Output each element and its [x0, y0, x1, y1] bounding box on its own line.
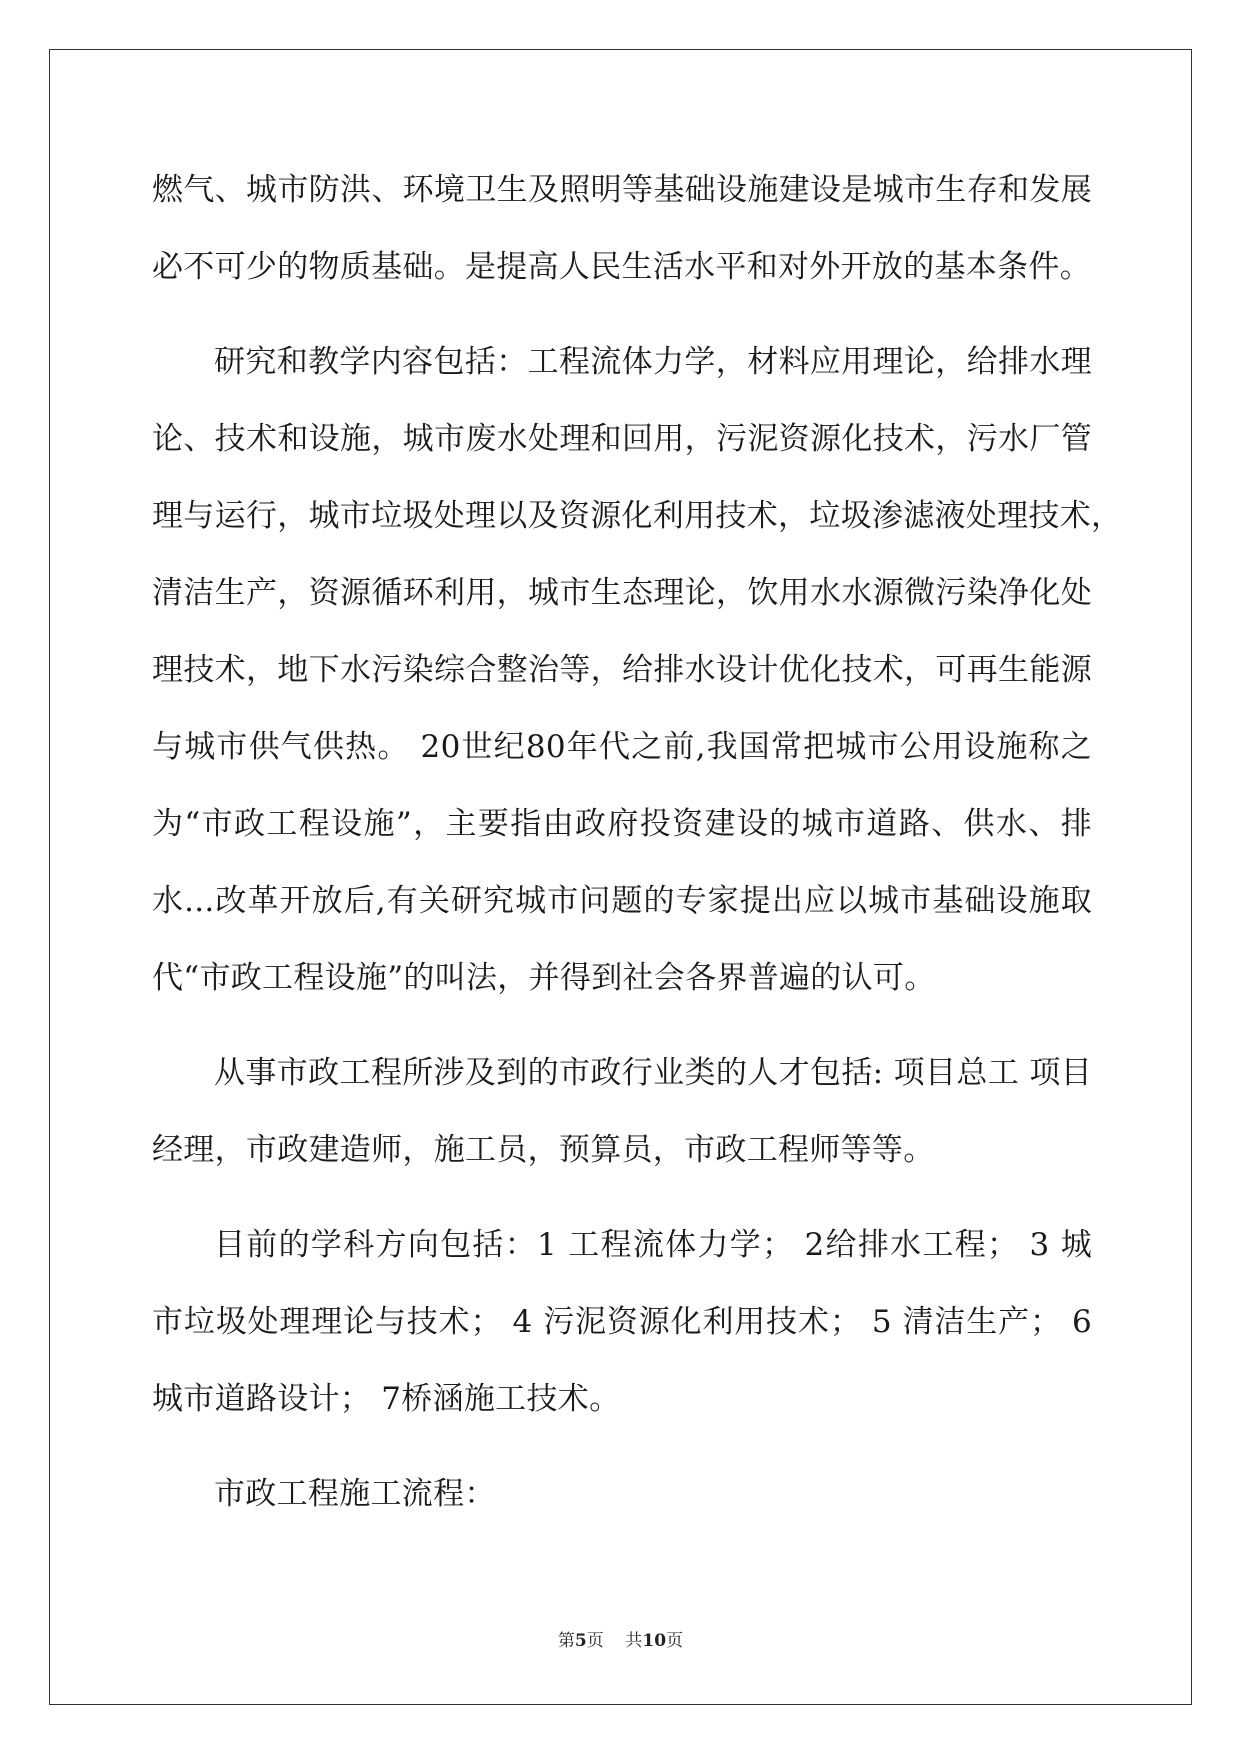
text-line: 为“市政工程设施”，主要指由政府投资建设的城市道路、供水、排 [152, 806, 1092, 842]
page-border [49, 49, 1192, 1705]
page-number: 5 [574, 1631, 587, 1651]
text-line: 市政工程施工流程： [214, 1476, 496, 1512]
text-line: 理技术，地下水污染综合整治等，给排水设计优化技术，可再生能源 [152, 652, 1092, 688]
page-suffix: 页 [586, 1631, 604, 1651]
text-line: 论、技术和设施，城市废水处理和回用，污泥资源化技术，污水厂管 [152, 421, 1092, 457]
text-line: 与城市供气供热。 20世纪80年代之前,我国常把城市公用设施称之 [152, 729, 1092, 765]
total-suffix: 页 [666, 1631, 684, 1651]
text-line: 目前的学科方向包括：1 工程流体力学； 2给排水工程； 3 城 [214, 1227, 1092, 1263]
text-line: 城市道路设计； 7桥涵施工技术。 [152, 1381, 621, 1417]
text-line: 经理，市政建造师，施工员，预算员，市政工程师等等。 [152, 1132, 935, 1168]
text-line: 从事市政工程所涉及到的市政行业类的人才包括: 项目总工 项目 [214, 1055, 1092, 1091]
text-line: 水...改革开放后,有关研究城市问题的专家提出应以城市基础设施取 [152, 883, 1092, 919]
total-prefix: 共 [625, 1631, 643, 1651]
text-line: 必不可少的物质基础。是提高人民生活水平和对外开放的基本条件。 [152, 249, 1091, 285]
text-line: 清洁生产，资源循环利用，城市生态理论，饮用水水源微污染净化处 [152, 575, 1092, 611]
text-line: 代“市政工程设施”的叫法，并得到社会各界普遍的认可。 [152, 960, 936, 996]
text-line: 燃气、城市防洪、环境卫生及照明等基础设施建设是城市生存和发展 [152, 172, 1092, 208]
page-footer [0, 1630, 1241, 1652]
text-line: 理与运行，城市垃圾处理以及资源化利用技术，垃圾渗滤液处理技术， [152, 498, 1123, 534]
page-prefix: 第 [557, 1631, 575, 1651]
total-pages: 10 [642, 1631, 667, 1651]
text-line: 研究和教学内容包括：工程流体力学，材料应用理论，给排水理 [214, 344, 1092, 380]
text-line: 市垃圾处理理论与技术； 4 污泥资源化利用技术； 5 清洁生产； 6 [152, 1304, 1092, 1340]
